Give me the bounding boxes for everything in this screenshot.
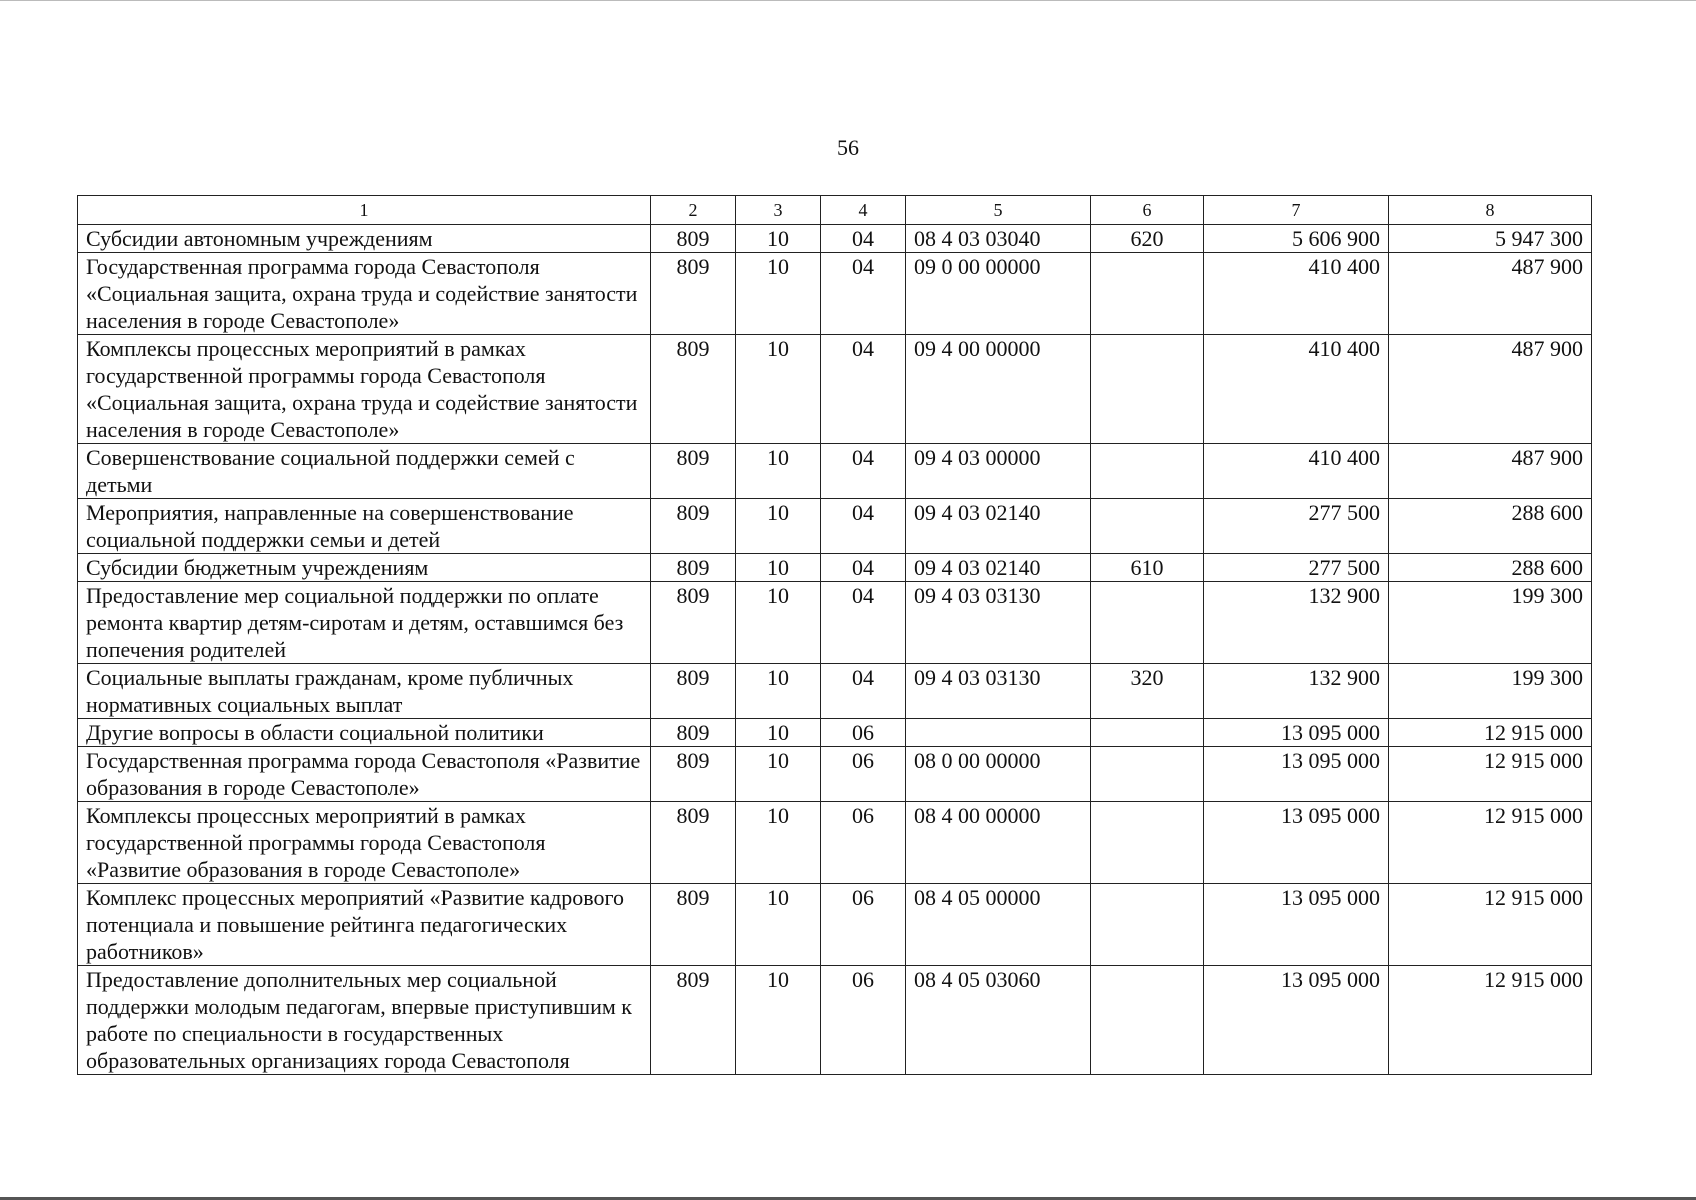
amount-col7: 13 095 000 bbox=[1204, 884, 1389, 966]
subsection-code: 04 bbox=[821, 253, 906, 335]
expense-type-code: 320 bbox=[1091, 664, 1204, 719]
table-row bbox=[78, 335, 1592, 444]
expense-type-code: 620 bbox=[1091, 225, 1204, 253]
section-code: 10 bbox=[736, 554, 821, 582]
amount-col8: 12 915 000 bbox=[1389, 747, 1592, 802]
table-row bbox=[78, 225, 1592, 253]
expense-type-code: 610 bbox=[1091, 554, 1204, 582]
row-name: Субсидии автономным учреждениям bbox=[78, 225, 651, 253]
ministry-code: 809 bbox=[651, 747, 736, 802]
target-article-code: 09 4 03 02140 bbox=[906, 554, 1091, 582]
expense-type-code bbox=[1091, 253, 1204, 335]
subsection-code: 04 bbox=[821, 225, 906, 253]
amount-col7: 277 500 bbox=[1204, 554, 1389, 582]
ministry-code: 809 bbox=[651, 335, 736, 444]
subsection-code: 06 bbox=[821, 884, 906, 966]
ministry-code: 809 bbox=[651, 554, 736, 582]
amount-col8: 487 900 bbox=[1389, 335, 1592, 444]
amount-col8: 12 915 000 bbox=[1389, 884, 1592, 966]
ministry-code: 809 bbox=[651, 719, 736, 747]
row-name: Комплексы процессных мероприятий в рамках государственной программы города Севастополя «Развитие образования в городе Севастополе» bbox=[78, 802, 651, 884]
target-article-code: 08 4 00 00000 bbox=[906, 802, 1091, 884]
ministry-code: 809 bbox=[651, 966, 736, 1075]
amount-col8: 12 915 000 bbox=[1389, 719, 1592, 747]
table-row bbox=[78, 719, 1592, 747]
ministry-code: 809 bbox=[651, 884, 736, 966]
target-article-code: 08 4 05 03060 bbox=[906, 966, 1091, 1075]
ministry-code: 809 bbox=[651, 225, 736, 253]
page-number: 56 bbox=[837, 135, 859, 160]
column-header: 4 bbox=[821, 196, 906, 225]
section-code: 10 bbox=[736, 253, 821, 335]
table-row bbox=[78, 253, 1592, 335]
target-article-code: 09 4 03 02140 bbox=[906, 499, 1091, 554]
amount-col7: 277 500 bbox=[1204, 499, 1389, 554]
expense-type-code bbox=[1091, 719, 1204, 747]
amount-col8: 288 600 bbox=[1389, 554, 1592, 582]
row-name: Государственная программа города Севастополя «Развитие образования в городе Севастополе» bbox=[78, 747, 651, 802]
table-row bbox=[78, 444, 1592, 499]
table-row bbox=[78, 884, 1592, 966]
subsection-code: 04 bbox=[821, 554, 906, 582]
amount-col8: 487 900 bbox=[1389, 253, 1592, 335]
subsection-code: 04 bbox=[821, 582, 906, 664]
ministry-code: 809 bbox=[651, 253, 736, 335]
amount-col7: 410 400 bbox=[1204, 335, 1389, 444]
section-code: 10 bbox=[736, 335, 821, 444]
row-name: Комплекс процессных мероприятий «Развитие кадрового потенциала и повышение рейтинга педагогических работников» bbox=[78, 884, 651, 966]
amount-col8: 288 600 bbox=[1389, 499, 1592, 554]
ministry-code: 809 bbox=[651, 582, 736, 664]
budget-table bbox=[77, 195, 1592, 1075]
subsection-code: 06 bbox=[821, 802, 906, 884]
scan-top-edge bbox=[0, 0, 1696, 1]
table-row bbox=[78, 499, 1592, 554]
target-article-code bbox=[906, 719, 1091, 747]
row-name: Другие вопросы в области социальной политики bbox=[78, 719, 651, 747]
row-name: Социальные выплаты гражданам, кроме публичных нормативных социальных выплат bbox=[78, 664, 651, 719]
target-article-code: 09 0 00 00000 bbox=[906, 253, 1091, 335]
amount-col7: 132 900 bbox=[1204, 664, 1389, 719]
column-header: 5 bbox=[906, 196, 1091, 225]
amount-col8: 12 915 000 bbox=[1389, 802, 1592, 884]
row-name: Предоставление мер социальной поддержки по оплате ремонта квартир детям-сиротам и детям, оставшимся без попечения родителей bbox=[78, 582, 651, 664]
table-row bbox=[78, 582, 1592, 664]
amount-col7: 132 900 bbox=[1204, 582, 1389, 664]
column-header: 8 bbox=[1389, 196, 1592, 225]
target-article-code: 08 0 00 00000 bbox=[906, 747, 1091, 802]
table-row bbox=[78, 966, 1592, 1075]
amount-col7: 13 095 000 bbox=[1204, 747, 1389, 802]
expense-type-code bbox=[1091, 582, 1204, 664]
expense-type-code bbox=[1091, 802, 1204, 884]
section-code: 10 bbox=[736, 582, 821, 664]
section-code: 10 bbox=[736, 884, 821, 966]
expense-type-code bbox=[1091, 747, 1204, 802]
ministry-code: 809 bbox=[651, 499, 736, 554]
amount-col7: 13 095 000 bbox=[1204, 966, 1389, 1075]
subsection-code: 04 bbox=[821, 335, 906, 444]
section-code: 10 bbox=[736, 802, 821, 884]
column-header: 7 bbox=[1204, 196, 1389, 225]
row-name: Государственная программа города Севастополя «Социальная защита, охрана труда и содействие занятости населения в городе Севастополе» bbox=[78, 253, 651, 335]
section-code: 10 bbox=[736, 444, 821, 499]
ministry-code: 809 bbox=[651, 664, 736, 719]
table-row bbox=[78, 554, 1592, 582]
table-row bbox=[78, 664, 1592, 719]
target-article-code: 09 4 03 03130 bbox=[906, 582, 1091, 664]
column-header: 2 bbox=[651, 196, 736, 225]
ministry-code: 809 bbox=[651, 444, 736, 499]
amount-col8: 199 300 bbox=[1389, 664, 1592, 719]
expense-type-code bbox=[1091, 499, 1204, 554]
expense-type-code bbox=[1091, 444, 1204, 499]
target-article-code: 08 4 03 03040 bbox=[906, 225, 1091, 253]
target-article-code: 09 4 00 00000 bbox=[906, 335, 1091, 444]
expense-type-code bbox=[1091, 884, 1204, 966]
row-name: Совершенствование социальной поддержки семей с детьми bbox=[78, 444, 651, 499]
section-code: 10 bbox=[736, 225, 821, 253]
row-name: Мероприятия, направленные на совершенствование социальной поддержки семьи и детей bbox=[78, 499, 651, 554]
amount-col8: 12 915 000 bbox=[1389, 966, 1592, 1075]
target-article-code: 09 4 03 00000 bbox=[906, 444, 1091, 499]
target-article-code: 08 4 05 00000 bbox=[906, 884, 1091, 966]
amount-col7: 410 400 bbox=[1204, 444, 1389, 499]
amount-col7: 5 606 900 bbox=[1204, 225, 1389, 253]
expense-type-code bbox=[1091, 335, 1204, 444]
section-code: 10 bbox=[736, 664, 821, 719]
section-code: 10 bbox=[736, 747, 821, 802]
section-code: 10 bbox=[736, 966, 821, 1075]
subsection-code: 04 bbox=[821, 444, 906, 499]
column-header: 6 bbox=[1091, 196, 1204, 225]
section-code: 10 bbox=[736, 499, 821, 554]
amount-col8: 487 900 bbox=[1389, 444, 1592, 499]
subsection-code: 04 bbox=[821, 499, 906, 554]
subsection-code: 06 bbox=[821, 966, 906, 1075]
amount-col7: 13 095 000 bbox=[1204, 719, 1389, 747]
column-header: 1 bbox=[78, 196, 651, 225]
section-code: 10 bbox=[736, 719, 821, 747]
amount-col8: 5 947 300 bbox=[1389, 225, 1592, 253]
table-row bbox=[78, 747, 1592, 802]
expense-type-code bbox=[1091, 966, 1204, 1075]
amount-col8: 199 300 bbox=[1389, 582, 1592, 664]
row-name: Субсидии бюджетным учреждениям bbox=[78, 554, 651, 582]
column-header: 3 bbox=[736, 196, 821, 225]
amount-col7: 13 095 000 bbox=[1204, 802, 1389, 884]
ministry-code: 809 bbox=[651, 802, 736, 884]
table-row bbox=[78, 802, 1592, 884]
target-article-code: 09 4 03 03130 bbox=[906, 664, 1091, 719]
row-name: Предоставление дополнительных мер социальной поддержки молодым педагогам, впервые приступившим к работе по специальности в государственных образовательных организациях города Севастополя bbox=[78, 966, 651, 1075]
subsection-code: 06 bbox=[821, 719, 906, 747]
row-name: Комплексы процессных мероприятий в рамках государственной программы города Севастополя «Социальная защита, охрана труда и содействие занятости населения в городе Севастополе» bbox=[78, 335, 651, 444]
table-header-row bbox=[78, 196, 1592, 225]
amount-col7: 410 400 bbox=[1204, 253, 1389, 335]
subsection-code: 06 bbox=[821, 747, 906, 802]
subsection-code: 04 bbox=[821, 664, 906, 719]
